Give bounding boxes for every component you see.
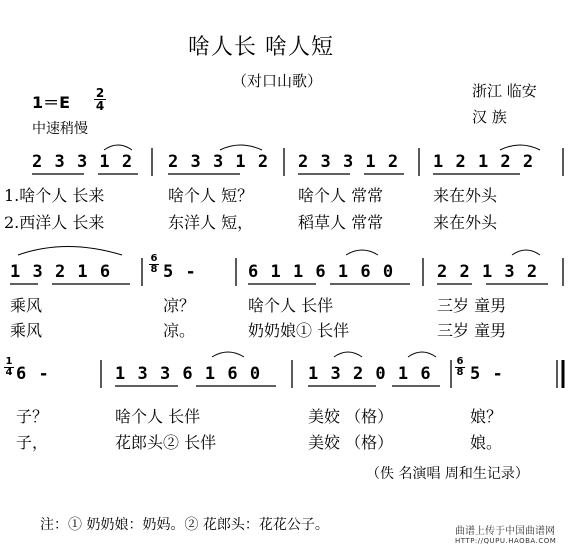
slur	[346, 250, 378, 255]
lyric-verse2: 奶奶娘① 长伴	[248, 321, 350, 340]
measure-notes: 1 3 3 6 1 6 0	[115, 364, 262, 384]
measure-notes: 2 3 3 1 2	[32, 152, 134, 172]
watermark-url: HTTP://QUPU.HAOBA.COM	[455, 537, 557, 545]
slur	[334, 352, 362, 357]
meter-top: 1	[5, 356, 13, 367]
lyric-verse2: 来在外头	[433, 213, 498, 232]
measure-notes: 2 3 3 1 2	[298, 152, 400, 172]
lyric-verse2: 子，	[16, 433, 49, 452]
measure-notes: 1 3 2 1 6	[10, 262, 112, 282]
lyric-verse1: 1.啥个人 长来	[4, 186, 105, 205]
lyric-verse1: 三岁 童男	[437, 296, 507, 315]
meter-bottom: 8	[150, 264, 158, 275]
song-title: 啥人长 啥人短	[188, 35, 334, 60]
measure-notes: 2 2 1 3 2	[437, 262, 539, 282]
measure-notes: 5 -	[163, 262, 197, 282]
lyric-verse1: 啥个人 长伴	[248, 296, 334, 315]
measure-notes: 6 1 1 6 1 6 0	[248, 262, 395, 282]
slur	[212, 352, 244, 357]
slur	[104, 145, 132, 150]
lyric-verse2: 2.西洋人 长来	[4, 213, 105, 232]
song-subtitle: （对口山歌）	[232, 72, 323, 90]
lyric-verse1: 乘风	[10, 296, 43, 315]
lyric-verse2: 美姣 （格）	[308, 433, 394, 452]
meter-top: 6	[456, 356, 464, 367]
key-signature: 1＝E	[32, 93, 71, 112]
measure-notes: 5 -	[470, 364, 504, 384]
meter-top: 6	[150, 253, 158, 264]
lyric-verse1: 啥个人 短？	[168, 186, 254, 205]
footnote: 注：① 奶奶娘：奶妈。② 花郎头：花花公子。	[40, 517, 329, 533]
measure-notes: 1 3 2 0 1 6	[308, 364, 432, 384]
lyric-verse2: 东洋人 短，	[168, 213, 254, 232]
lyric-verse1: 来在外头	[433, 186, 498, 205]
slur	[220, 145, 262, 150]
watermark-text: 曲谱上传于中国曲谱网	[455, 526, 555, 537]
slur	[500, 145, 540, 150]
lyric-verse2: 稻草人 常常	[298, 213, 384, 232]
origin-ethnicity: 汉 族	[472, 108, 507, 126]
tempo-marking: 中速稍慢	[32, 121, 88, 137]
slur	[18, 247, 122, 256]
measure-notes: 2 3 3 1 2	[168, 152, 270, 172]
lyric-verse2: 凉。	[163, 321, 196, 340]
lyric-verse1: 啥个人 常常	[298, 186, 384, 205]
lyric-verse2: 娘。	[470, 433, 503, 452]
slur	[512, 250, 540, 255]
lyric-verse2: 乘风	[10, 321, 43, 340]
lyric-verse1: 凉？	[163, 296, 196, 315]
time-sig-bottom: 4	[95, 99, 105, 113]
slur	[408, 352, 436, 357]
lyric-verse1: 美姣 （格）	[308, 407, 394, 426]
credit-line: （佚 名演唱 周和生记录）	[366, 466, 529, 482]
time-sig-top: 2	[95, 86, 105, 100]
meter-bottom: 4	[5, 367, 13, 378]
measure-notes: 6 -	[16, 364, 50, 384]
meter-bottom: 8	[456, 367, 464, 378]
lyric-verse2: 花郎头② 长伴	[115, 433, 217, 452]
lyric-verse1: 子？	[16, 407, 49, 426]
lyric-verse1: 娘？	[470, 407, 503, 426]
origin-region: 浙江 临安	[472, 82, 537, 100]
lyric-verse2: 三岁 童男	[437, 321, 507, 340]
measure-notes: 1 2 1 2 2	[433, 152, 535, 172]
lyric-verse1: 啥个人 长伴	[115, 407, 201, 426]
